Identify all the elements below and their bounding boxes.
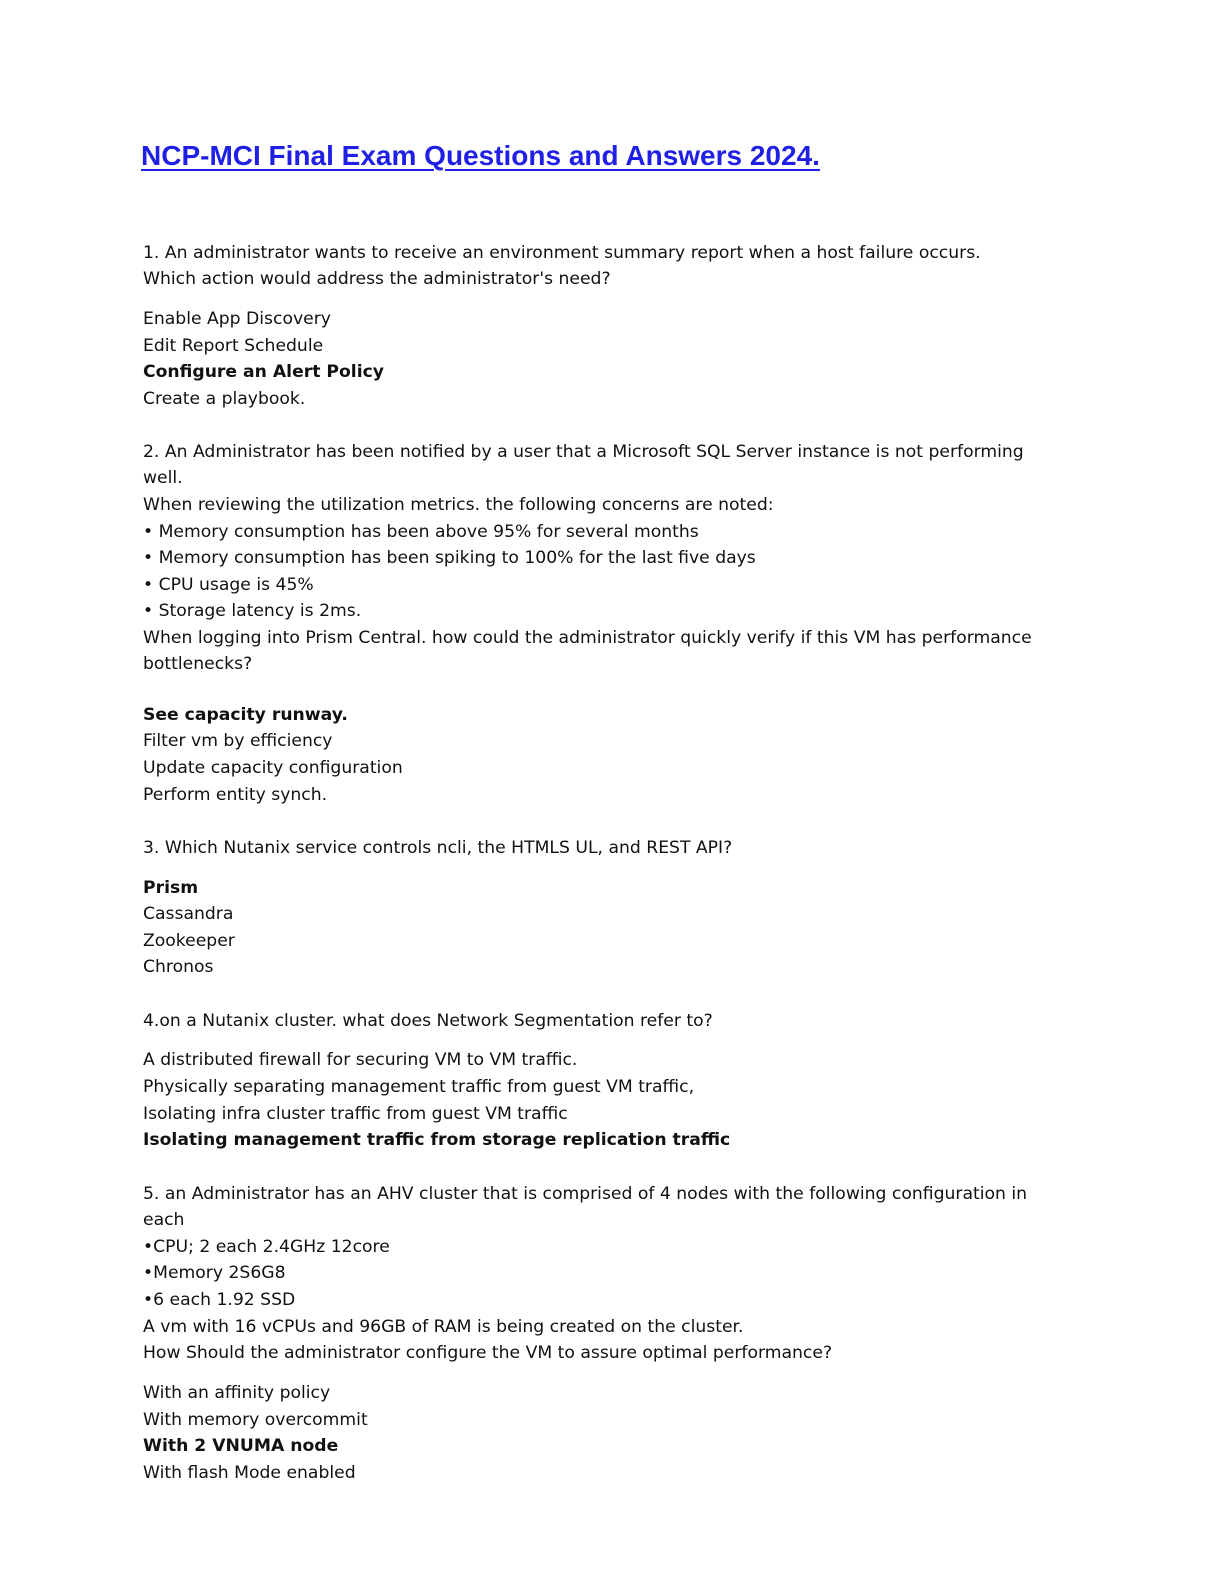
question-1-option-d: Create a playbook. (143, 389, 306, 409)
question-1-option-c-correct-answer: Configure an Alert Policy (143, 362, 384, 382)
question-5-option-b: With memory overcommit (143, 1410, 368, 1430)
question-5-option-d: With flash Mode enabled (143, 1463, 356, 1483)
question-4-option-a: A distributed firewall for securing VM to VM traffic. (143, 1050, 578, 1070)
question-3-option-d: Chronos (143, 957, 214, 977)
question-4-stem: 4.on a Nutanix cluster. what does Network Segmentation refer to? (143, 1011, 713, 1031)
question-5-stem-line-3: A vm with 16 vCPUs and 96GB of RAM is being created on the cluster. (143, 1317, 744, 1337)
question-4-option-c: Isolating infra cluster traffic from guest VM traffic (143, 1104, 568, 1124)
question-2-bullet-1: • Memory consumption has been above 95% for several months (143, 522, 699, 542)
question-5-bullet-3: •6 each 1.92 SSD (143, 1290, 296, 1310)
question-4-option-d-correct-answer: Isolating management traffic from storage replication traffic (143, 1130, 731, 1150)
question-5-option-a: With an affinity policy (143, 1383, 331, 1403)
question-5-stem-line-2: each (143, 1210, 185, 1230)
question-2-option-b: Filter vm by efficiency (143, 731, 333, 751)
question-2-stem-line-3: When reviewing the utilization metrics. the following concerns are noted: (143, 495, 774, 515)
question-3-option-b: Cassandra (143, 904, 234, 924)
question-3-option-c: Zookeeper (143, 931, 235, 951)
question-2-bullet-4: • Storage latency is 2ms. (143, 601, 362, 621)
question-2-bullet-3: • CPU usage is 45% (143, 575, 314, 595)
question-2-stem-line-2: well. (143, 468, 183, 488)
question-1-stem-line-1: 1. An administrator wants to receive an environment summary report when a host failure occurs. (143, 243, 981, 263)
document-title: NCP-MCI Final Exam Questions and Answers 2024. (141, 140, 820, 171)
question-2-option-a-correct-answer: See capacity runway. (143, 705, 348, 725)
question-5-stem-line-4: How Should the administrator configure the VM to assure optimal performance? (143, 1343, 833, 1363)
question-2-stem-line-4: When logging into Prism Central. how could the administrator quickly verify if this VM has performance (143, 628, 1032, 648)
question-4-option-b: Physically separating management traffic from guest VM traffic, (143, 1077, 695, 1097)
question-1-stem-line-2: Which action would address the administrator's need? (143, 269, 611, 289)
question-2-bullet-2: • Memory consumption has been spiking to 100% for the last five days (143, 548, 756, 568)
question-1-option-b: Edit Report Schedule (143, 336, 324, 356)
question-5-option-c-correct-answer: With 2 VNUMA node (143, 1436, 339, 1456)
question-5-stem-line-1: 5. an Administrator has an AHV cluster that is comprised of 4 nodes with the following configuration in (143, 1184, 1028, 1204)
question-2-option-d: Perform entity synch. (143, 785, 328, 805)
question-5-bullet-2: •Memory 2S6G8 (143, 1263, 286, 1283)
question-3-option-a-correct-answer: Prism (143, 878, 199, 898)
question-2-stem-line-1: 2. An Administrator has been notified by a user that a Microsoft SQL Server instance is not performing (143, 442, 1024, 462)
question-5-bullet-1: •CPU; 2 each 2.4GHz 12core (143, 1237, 390, 1257)
question-2-option-c: Update capacity configuration (143, 758, 403, 778)
question-1-option-a: Enable App Discovery (143, 309, 331, 329)
question-2-stem-line-5: bottlenecks? (143, 654, 253, 674)
question-3-stem: 3. Which Nutanix service controls ncli, the HTMLS UL, and REST API? (143, 838, 733, 858)
